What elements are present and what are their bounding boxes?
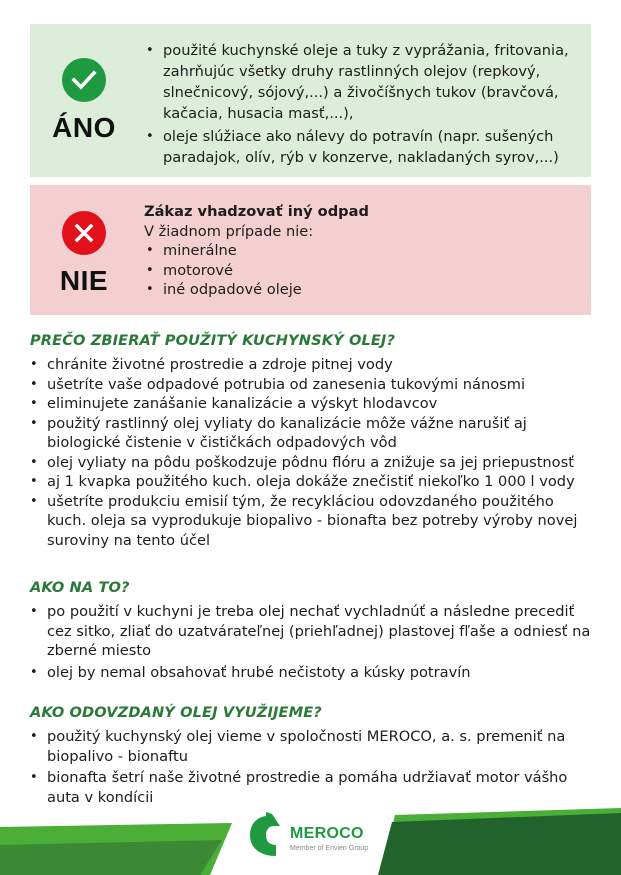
section-list bbox=[30, 602, 595, 682]
forbidden-label: NIE bbox=[59, 265, 109, 296]
allowed-text bbox=[144, 40, 581, 170]
x-circle-icon bbox=[62, 211, 106, 255]
list-item: • po použití v kuchyni je treba olej nechať vychladnúť a následne precediť cez sitko, zliať do uzatvárateľnej (priehľadnej) plastovej fľaše a odniesť na zberné miesto bbox=[30, 602, 595, 661]
list-item: • ušetríte produkciu emisií tým, že recykláciou odovzdaného použitého kuch. oleja sa vyprodukuje biopalivo - bionafta bez potreby výroby novej suroviny na tento účel bbox=[30, 492, 595, 551]
check-circle-icon bbox=[62, 58, 106, 102]
section-list bbox=[30, 727, 595, 807]
section-list bbox=[30, 355, 595, 550]
usage-section bbox=[30, 704, 595, 809]
list-item: • motorové bbox=[144, 261, 581, 281]
list-item: • ušetríte vaše odpadové potrubia od zanesenia tukovými nánosmi bbox=[30, 375, 595, 395]
left-stripe-dark bbox=[0, 840, 222, 875]
forbidden-badge bbox=[30, 211, 138, 297]
forbidden-title: Zákaz vhadzovať iný odpad bbox=[144, 203, 369, 220]
why-collect-section bbox=[30, 332, 595, 550]
section-title: AKO ODOVZDANÝ OLEJ VYUŽIJEME? bbox=[30, 704, 322, 721]
list-item: • bionafta šetrí naše životné prostredie a pomáha udržiavať motor vášho auta v kondícii bbox=[30, 768, 595, 807]
forbidden-list bbox=[144, 241, 581, 300]
list-item: • eliminujete zanášanie kanalizácie a výskyt hlodavcov bbox=[30, 394, 595, 414]
forbidden-box bbox=[30, 185, 591, 315]
section-title: PREČO ZBIERAŤ POUŽITÝ KUCHYNSKÝ OLEJ? bbox=[30, 332, 396, 349]
list-item: • oleje slúžiace ako nálevy do potravín (napr. sušených paradajok, olív, rýb v konzerve, nakladaných syrov,...) bbox=[144, 126, 581, 168]
how-to-section bbox=[30, 579, 595, 684]
list-item: • olej vyliaty na pôdu poškodzuje pôdnu flóru a znižuje sa jej priepustnosť bbox=[30, 453, 595, 473]
list-item: • olej by nemal obsahovať hrubé nečistoty a kúsky potravín bbox=[30, 663, 595, 683]
forbidden-subtitle: V žiadnom prípade nie: bbox=[144, 222, 314, 240]
allowed-list bbox=[144, 40, 581, 168]
meroco-logo-icon bbox=[242, 812, 286, 858]
section-title: AKO NA TO? bbox=[30, 579, 130, 596]
right-stripe-dark bbox=[378, 813, 621, 875]
logo-tagline: Member of Envien Group bbox=[290, 845, 369, 852]
forbidden-text bbox=[144, 202, 581, 300]
meroco-logo bbox=[242, 812, 382, 858]
list-item: • minerálne bbox=[144, 241, 581, 261]
list-item: • použité kuchynské oleje a tuky z vyprážania, fritovania, zahrňujúc všetky druhy rastlinných olejov (repkový, slnečnicový, sójový,...) a živočíšnych tukov (bravčová, kačacia, husacia masť,...), bbox=[144, 40, 581, 124]
allowed-label: ÁNO bbox=[52, 112, 116, 143]
allowed-badge bbox=[30, 58, 138, 144]
list-item: • chránite životné prostredie a zdroje pitnej vody bbox=[30, 355, 595, 375]
list-item: • použitý rastlinný olej vyliaty do kanalizácie môže vážne narušiť aj biologické čistenie v čističkách odpadových vôd bbox=[30, 414, 595, 453]
list-item: • aj 1 kvapka použitého kuch. oleja dokáže znečistiť niekoľko 1 000 l vody bbox=[30, 472, 595, 492]
allowed-box bbox=[30, 24, 591, 177]
list-item: • iné odpadové oleje bbox=[144, 280, 581, 300]
logo-name: MEROCO bbox=[290, 825, 364, 842]
list-item: • použitý kuchynský olej vieme v spoločnosti MEROCO, a. s. premeniť na biopalivo - bionaftu bbox=[30, 727, 595, 766]
